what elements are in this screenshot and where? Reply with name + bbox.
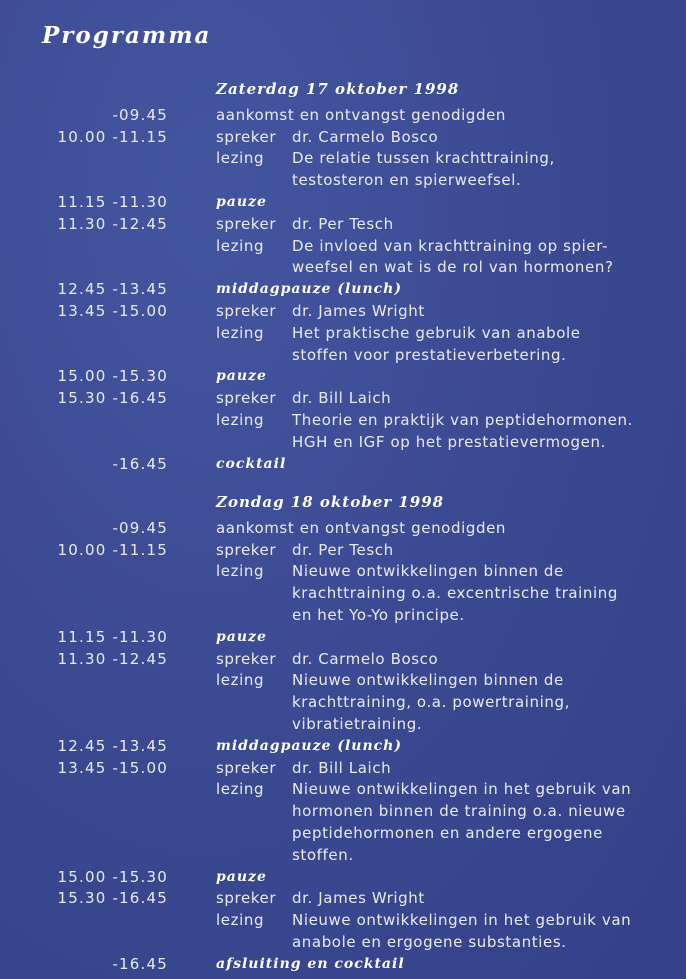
lecture-label: lezing — [216, 671, 265, 690]
time-slot: 15.00 -15.30 — [57, 367, 168, 386]
program-row — [0, 735, 686, 757]
program-row — [0, 104, 686, 126]
speaker-label: spreker — [216, 540, 277, 559]
lecture-title-line: en het Yo-Yo principe. — [292, 606, 465, 624]
time-slot: 10.00 -11.15 — [57, 540, 168, 559]
speaker-name: dr. Carmelo Bosco — [292, 127, 439, 146]
break-label: cocktail — [216, 455, 287, 472]
lecture-label: lezing — [216, 411, 265, 429]
break-label: pauze — [216, 628, 267, 645]
speaker-label: spreker — [216, 302, 277, 320]
time-slot: -16.45 — [112, 454, 168, 473]
program-row — [0, 365, 686, 387]
time-slot: 15.30 -16.45 — [57, 389, 168, 408]
lecture-title-line: krachttraining o.a. excentrische training — [292, 584, 619, 603]
lecture-title-line: Nieuwe ontwikkelingen in het gebruik van — [292, 911, 632, 930]
break-label: pauze — [216, 368, 267, 385]
speaker-name: dr. James Wright — [292, 302, 425, 320]
program-row — [0, 866, 686, 888]
lecture-title-line: De relatie tussen krachttraining, — [292, 149, 555, 168]
program-row — [0, 453, 686, 475]
lecture-title-line: HGH en IGF op het prestatievermogen. — [292, 432, 606, 451]
lecture-title-line: stoffen voor prestatieverbetering. — [292, 345, 567, 364]
time-slot: -09.45 — [112, 518, 168, 537]
lecture-title-line: krachttraining, o.a. powertraining, — [292, 693, 570, 712]
lecture-title-line: anabole en ergogene substanties. — [292, 933, 567, 951]
time-slot: -16.45 — [112, 954, 168, 973]
program-row — [0, 191, 686, 213]
speaker-name: dr. Bill Laich — [292, 389, 392, 408]
time-slot: 15.00 -15.30 — [57, 867, 168, 886]
speaker-label: spreker — [216, 649, 277, 668]
speaker-name: dr. Per Tesch — [292, 540, 394, 559]
lecture-title-line: vibratietraining. — [292, 715, 423, 733]
lecture-label: lezing — [216, 236, 265, 255]
lecture-title-line: weefsel en wat is de rol van hormonen? — [292, 258, 614, 277]
lecture-title-line: Nieuwe ontwikkelingen binnen de — [292, 671, 564, 690]
speaker-label: spreker — [216, 758, 277, 777]
lecture-title-line: stoffen. — [292, 845, 354, 864]
lecture-label: lezing — [216, 323, 265, 342]
time-slot: -09.45 — [112, 105, 168, 124]
break-label: afsluiting en cocktail — [216, 955, 405, 972]
lecture-title-line: Het praktische gebruik van anabole — [292, 323, 581, 342]
break-label: middagpauze (lunch) — [216, 737, 402, 754]
time-slot: 12.45 -13.45 — [57, 280, 168, 299]
break-label: middagpauze (lunch) — [216, 281, 402, 298]
break-label: pauze — [216, 868, 267, 885]
lecture-title-line: testosteron en spierweefsel. — [292, 171, 522, 190]
speaker-name: dr. James Wright — [292, 889, 425, 908]
program-row — [0, 953, 686, 975]
lecture-label: lezing — [216, 149, 265, 168]
speaker-label: spreker — [216, 127, 277, 146]
lecture-label: lezing — [216, 780, 265, 799]
lecture-label: lezing — [216, 562, 265, 581]
speaker-label: spreker — [216, 389, 277, 408]
lecture-title-line: Theorie en praktijk van peptidehormonen. — [292, 411, 633, 429]
lecture-title-line: Nieuwe ontwikkelingen binnen de — [292, 562, 564, 581]
day-heading: Zaterdag 17 oktober 1998 — [216, 80, 460, 98]
time-slot: 13.45 -15.00 — [57, 302, 168, 320]
arrival-label: aankomst en ontvangst genodigden — [216, 518, 507, 537]
speaker-name: dr. Per Tesch — [292, 214, 394, 233]
page-title: Programma — [42, 22, 212, 49]
speaker-name: dr. Carmelo Bosco — [292, 649, 439, 668]
time-slot: 13.45 -15.00 — [57, 758, 168, 777]
time-slot: 11.15 -11.30 — [57, 193, 168, 211]
time-slot: 11.30 -12.45 — [57, 649, 168, 668]
lecture-title-line: De invloed van krachttraining op spier- — [292, 236, 609, 255]
day-heading: Zondag 18 oktober 1998 — [216, 493, 445, 511]
arrival-label: aankomst en ontvangst genodigden — [216, 105, 507, 124]
time-slot: 15.30 -16.45 — [57, 889, 168, 908]
lecture-title-line: Nieuwe ontwikkelingen in het gebruik van — [292, 780, 632, 799]
time-slot: 11.15 -11.30 — [57, 627, 168, 646]
break-label: pauze — [216, 194, 267, 210]
speaker-name: dr. Bill Laich — [292, 758, 392, 777]
lecture-title-line: peptidehormonen en andere ergogene — [292, 824, 603, 842]
lecture-label: lezing — [216, 911, 265, 930]
time-slot: 10.00 -11.15 — [57, 127, 168, 146]
speaker-label: spreker — [216, 214, 277, 233]
lecture-title-line: hormonen binnen de training o.a. nieuwe — [292, 802, 626, 821]
time-slot: 11.30 -12.45 — [57, 214, 168, 233]
program-row — [0, 517, 686, 539]
time-slot: 12.45 -13.45 — [57, 736, 168, 755]
program-row — [0, 626, 686, 648]
speaker-label: spreker — [216, 889, 277, 908]
program-row — [0, 278, 686, 300]
